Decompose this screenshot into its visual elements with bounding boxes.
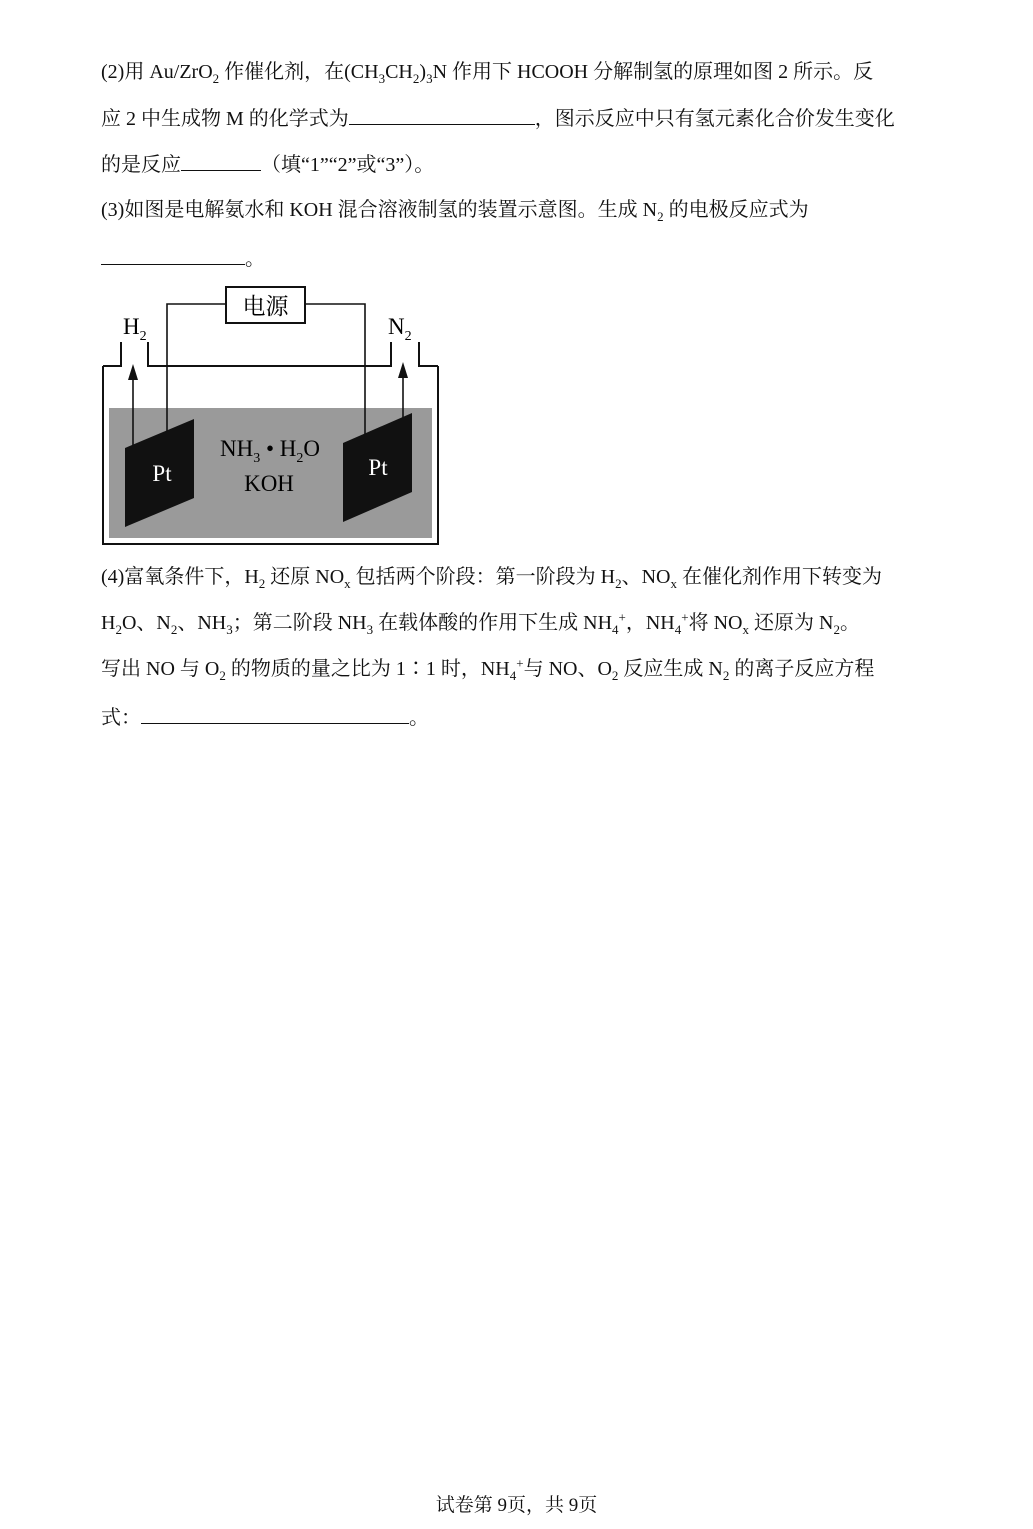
container-right-rim: [419, 342, 438, 366]
container-lid: [148, 342, 391, 366]
q4-line-3: 写出 NO 与 $O_2$ 的物质的量之比为 1∶1 时，$NH_4^+$与 NO、$O_2$ 反应生成 $N_2$ 的离子反应方程: [101, 655, 875, 683]
q3-line-1: (3)如图是电解氨水和 KOH 混合溶液制氢的装置示意图。生成 $N_2$ 的电极反应式为: [101, 199, 809, 224]
q4-line-1: (4)富氧条件下，$H_2$ 还原 $NO_x$ 包括两个阶段：第一阶段为 $H_2$、$NO_x$ 在催化剂作用下转变为: [101, 566, 882, 591]
q2-line-3: 的是反应 （填“1”“2”或“3”）。: [101, 150, 434, 179]
answer-blank-m[interactable]: [349, 104, 535, 125]
answer-blank-electrode[interactable]: [101, 244, 245, 265]
container-left-rim: [103, 342, 121, 366]
answer-blank-ionic-equation[interactable]: [141, 703, 409, 724]
answer-blank-reaction[interactable]: [181, 150, 261, 171]
electrode-right-label: Pt: [368, 455, 388, 480]
n2-arrow-head: [398, 362, 408, 378]
electrode-left-label: Pt: [152, 461, 172, 486]
solution-formula: $NH_3$ • $H_2O$: [219, 436, 321, 466]
n2-gas-label: $N_2$: [388, 314, 412, 344]
q4-line-2: $H_2O$、$N_2$、$NH_3$；第二阶段 $NH_3$ 在载体酸的作用下生成 $NH_4^+$，$NH_4^+$将 $NO_x$ 还原为 $N_2$。: [101, 609, 860, 637]
h2-gas-label: $H_2$: [123, 314, 147, 344]
solution-koh: KOH: [244, 471, 294, 496]
q2-line-2: 应 2 中生成物 M 的化学式为 ，图示反应中只有氢元素化合价发生变化: [101, 104, 895, 133]
q4-line-4: 式： 。: [101, 703, 429, 732]
h2-arrow-head: [128, 364, 138, 380]
q2-line-1: (2)用 Au/ZrO$_2$ 作催化剂，在$(CH_3CH_2)_3N$ 作用下 HCOOH 分解制氢的原理如图 2 所示。反: [101, 61, 874, 86]
power-supply-label: 电源: [242, 294, 289, 319]
electrolysis-diagram: [95, 278, 445, 550]
page-footer: 试卷第 9页，共 9页: [435, 1495, 598, 1516]
q3-line-2: 。: [101, 244, 265, 273]
